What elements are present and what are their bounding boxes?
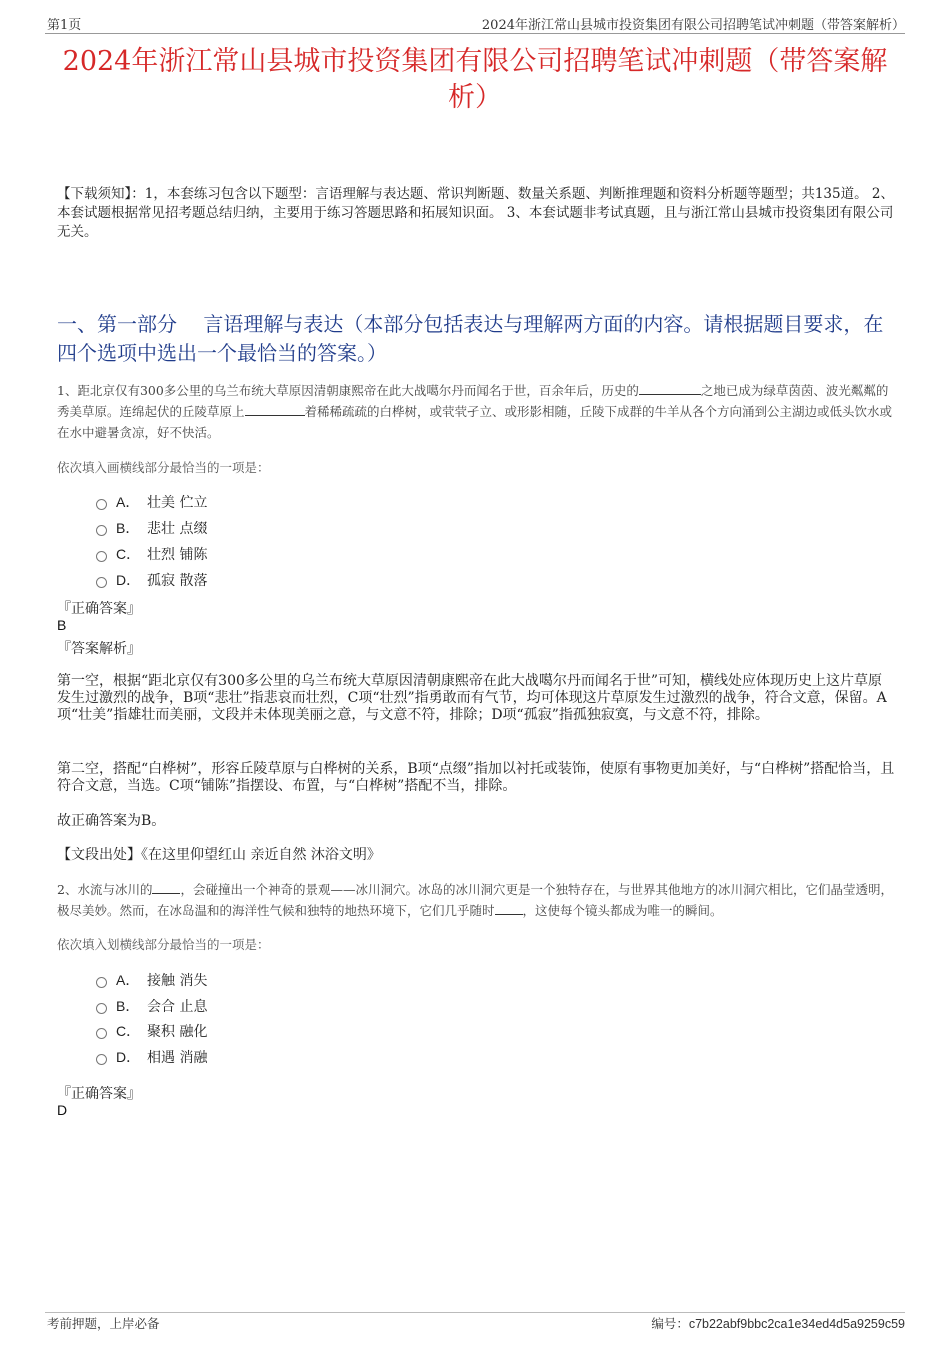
question-1-option-b[interactable]: B． 悲壮 点缀 [96,518,207,538]
running-title: 2024年浙江常山县城市投资集团有限公司招聘笔试冲刺题（带答案解析） [481,18,905,33]
radio-icon[interactable] [96,577,107,588]
question-1-source: 【文段出处】《在这里仰望红山 亲近自然 沐浴文明》 [57,847,381,863]
question-2-option-a[interactable]: A． 接触 消失 [96,970,207,990]
question-1-prompt: 依次填入画横线部分最恰当的一项是： [57,460,270,475]
radio-icon[interactable] [96,977,107,988]
question-1-answer-label: 『正确答案』 [57,601,141,617]
question-1-text: 1、距北京仅有300多公里的乌兰布统大草原因清朝康熙帝在此大战噶尔丹而闻名于世，百余年后，历史的 之地已成为绿草茵茵、波光粼粼的秀美草原。连绵起伏的丘陵草原上 着稀稀疏疏的白桦树，或茕茕孑立、或形影相随，丘陵下成群的牛羊从各个方向涌到公主湖边或低头饮水或在水中避暑贪凉，好不快活。 [57,383,893,440]
question-1-answer: B [57,617,67,633]
question-1-option-c[interactable]: C． 壮烈 铺陈 [96,544,207,564]
radio-icon[interactable] [96,1003,107,1014]
document-title: 2024年浙江常山县城市投资集团有限公司招聘笔试冲刺题（带答案解析） [62,46,888,113]
question-1-analysis-1: 第一空，根据“距北京仅有300多公里的乌兰布统大草原因清朝康熙帝在此大战噶尔丹而闻名于世”可知，横线处应体现历史上这片草原发生过激烈的战争，B项“悲壮”指悲哀而壮烈，C项“壮烈”指勇敢而有气节，均可体现这片草原发生过激烈的战争，符合文意，保留。A项“壮美”指雄壮而美丽，文段并未体现美丽之意，与文意不符，排除；D项“孤寂”指孤独寂寞，与文意不符，排除。 [57,673,887,723]
question-2-text: 2、水流与冰川的 ，会碰撞出一个神奇的景观——冰川洞穴。冰岛的冰川洞穴更是一个独特存在，与世界其他地方的冰川洞穴相比，它们晶莹透明，极尽美妙。然而，在冰岛温和的海洋性气候和独特的地热环境下，它们几乎随时 ，这使每个镜头都成为唯一的瞬间。 [57,882,893,918]
question-1-analysis-label: 『答案解析』 [57,641,141,657]
question-2-prompt: 依次填入划横线部分最恰当的一项是： [57,937,270,952]
download-notice: 【下载须知】：1，本套练习包含以下题型：言语理解与表达题、常识判断题、数量关系题、判断推理题和资料分析题等题型；共135道。 2、本套试题根据常见招考题总结归纳，主要用于练习答题思路和拓展知识面。 3、本套试题非考试真题，且与浙江常山县城市投资集团有限公司无关。 [57,186,894,240]
question-2-option-d[interactable]: D． 相遇 消融 [96,1047,207,1067]
radio-icon[interactable] [96,1054,107,1065]
header-divider [45,33,905,34]
radio-icon[interactable] [96,499,107,510]
radio-icon[interactable] [96,1028,107,1039]
section-heading: 一、第一部分 言语理解与表达（本部分包括表达与理解两方面的内容。请根据题目要求，在四个选项中选出一个最恰当的答案。） [57,312,884,365]
radio-icon[interactable] [96,551,107,562]
footer-slogan: 考前押题，上岸必备 [47,1316,160,1331]
document-code: 编号：c7b22abf9bbc2ca1e34ed4d5a9259c59 [651,1317,905,1331]
question-2-option-c[interactable]: C． 聚积 融化 [96,1021,207,1041]
question-1-analysis-2: 第二空，搭配“白桦树”，形容丘陵草原与白桦树的关系，B项“点缀”指加以衬托或装饰，使原有事物更加美好，与“白桦树”搭配恰当，且符合文意，当选。C项“铺陈”指摆设、布置，与“白桦树”搭配不当，排除。 [57,761,895,794]
question-1-conclusion: 故正确答案为B。 [57,813,166,829]
question-1-option-a[interactable]: A． 壮美 伫立 [96,492,207,512]
question-2-answer-label: 『正确答案』 [57,1086,141,1102]
question-1-option-d[interactable]: D． 孤寂 散落 [96,570,207,590]
footer-divider [45,1312,905,1313]
radio-icon[interactable] [96,525,107,536]
page-number: 第1页 [47,18,82,33]
question-2-option-b[interactable]: B． 会合 止息 [96,996,207,1016]
question-2-answer: D [57,1102,68,1118]
